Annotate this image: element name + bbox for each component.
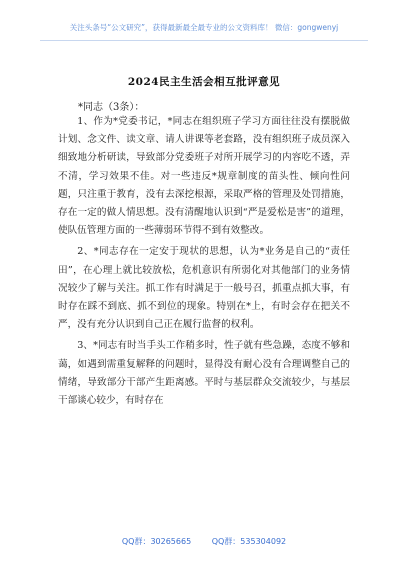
paragraph-3: 3、*同志有时当手头工作稍多时，性子就有些急躁，态度不够和蔼，如遇到需重复解释的问题时，显得没有耐心没有合理调整自己的情绪，导致部分干部产生距离感。平时与基层群众交流较少，与基层干部谈心较少，有时存在	[58, 340, 350, 407]
paragraph-2: 2、*同志存在一定安于现状的思想，认为*业务是自己的“责任田”，在心理上就比较放松，危机意识有所弱化对其他部门的业务情况较少了解与关注。抓工作有时满足于一般号召，抓重点抓大事，有时存在踩不到底、抓不到位的现象。特别在*上，有时会存在把关不严，没有充分认识到自己正在履行监督的权利。	[58, 246, 350, 331]
paragraph-1: 1、作为*党委书记，*同志在组织班子学习方面往往没有摆脱做计划、念文件、读文章、请人讲课等老套路，没有组织班子成员深入细致地分析研读，导致部分党委班子对所开展学习的内容吃不透，弄不清，学习效果不佳。对一些违反*规章制度的苗头性、倾向性问题，只注重于教育，没有去深挖根源，采取严格的管理及处罚措施，存在一定的做人情思想。没有清醒地认识到“严是爱松是害”的道理，使队伍管理方面的一些薄弱环节得不到有效整改。	[58, 116, 350, 237]
document-body	[58, 113, 350, 413]
footer	[0, 536, 408, 547]
footer-qq-group-1: QQ群：30265665	[121, 537, 192, 546]
document-title: 2024民主生活会相互批评意见	[127, 76, 281, 88]
header-banner: 关注头条号“公文研究”，获得最新最全最专业的公文资料库！ 微信：gongwenyj	[69, 23, 339, 32]
section-label: *同志（3条）：	[78, 102, 145, 113]
header-divider	[40, 40, 368, 41]
footer-qq-group-2: QQ群：535304092	[211, 537, 287, 546]
